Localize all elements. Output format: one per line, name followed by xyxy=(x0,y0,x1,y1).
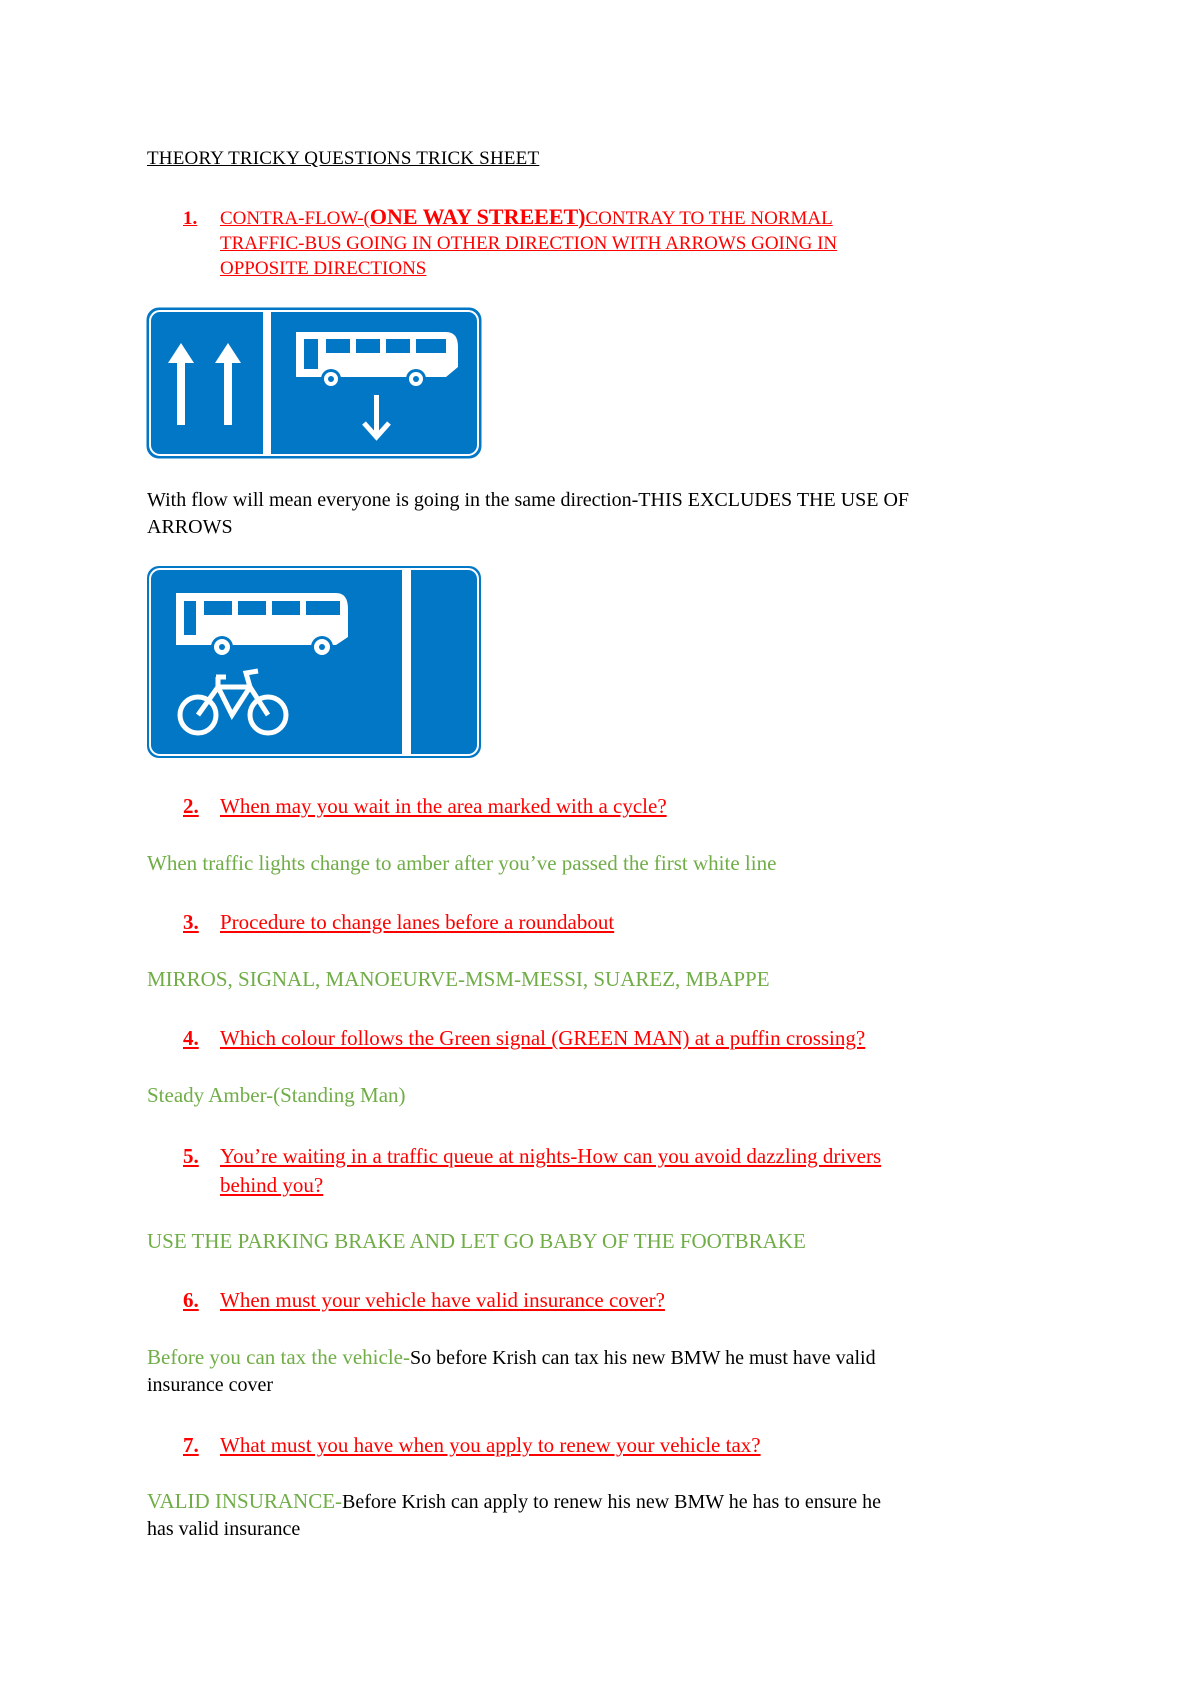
question-4-text: Which colour follows the Green signal (GREEN MAN) at a puffin crossing? xyxy=(220,1026,866,1050)
question-1-line-2: TRAFFIC-BUS GOING IN OTHER DIRECTION WITH ARROWS GOING IN xyxy=(220,233,838,254)
answer-7 xyxy=(147,1488,1067,1543)
answer-3: MIRROS, SIGNAL, MANOEURVE-MSM-MESSI, SUAREZ, MBAPPE xyxy=(147,967,770,991)
with-flow-bus-cycle-lane-sign xyxy=(146,565,482,759)
question-1-number: 1. xyxy=(183,208,198,229)
question-6-text: When must your vehicle have valid insurance cover? xyxy=(220,1288,665,1312)
answer-6-line-2: insurance cover xyxy=(147,1374,274,1396)
answer-7-line-2: has valid insurance xyxy=(147,1518,301,1540)
contraflow-bus-lane-sign xyxy=(146,307,482,459)
question-3-number: 3. xyxy=(183,910,199,934)
question-1-part-b: ONE WAY STREEET) xyxy=(369,204,586,229)
answer-6 xyxy=(147,1344,1067,1399)
answer-2: When traffic lights change to amber after you’ve passed the first white line xyxy=(147,851,777,875)
question-1-part-a: CONTRA-FLOW-( xyxy=(220,208,370,229)
answer-4: Steady Amber-(Standing Man) xyxy=(147,1083,406,1107)
question-7-number: 7. xyxy=(183,1433,199,1457)
question-3 xyxy=(183,910,614,935)
question-5 xyxy=(183,1142,881,1200)
with-flow-note xyxy=(147,487,1047,541)
question-5-text-line-2: behind you? xyxy=(220,1173,324,1197)
question-2-text: When may you wait in the area marked with a cycle? xyxy=(220,794,667,818)
question-4-number: 4. xyxy=(183,1026,199,1050)
question-7-text: What must you have when you apply to renew your vehicle tax? xyxy=(220,1433,761,1457)
question-5-text-line-1: You’re waiting in a traffic queue at nights-How can you avoid dazzling drivers xyxy=(220,1144,882,1168)
question-1-part-c: CONTRAY TO THE NORMAL xyxy=(585,208,833,229)
question-7 xyxy=(183,1433,761,1458)
question-1-line-3: OPPOSITE DIRECTIONS xyxy=(220,258,427,279)
question-4 xyxy=(183,1026,865,1051)
question-5-number: 5. xyxy=(183,1144,199,1168)
answer-6-line-1: So before Krish can tax his new BMW he must have valid xyxy=(409,1347,876,1369)
question-6-number: 6. xyxy=(183,1288,199,1312)
question-6 xyxy=(183,1288,665,1313)
question-2-number: 2. xyxy=(183,794,199,818)
answer-7-green: VALID INSURANCE- xyxy=(147,1489,343,1513)
question-1 xyxy=(183,204,1023,281)
with-flow-note-line-1: With flow will mean everyone is going in the same direction-THIS EXCLUDES THE USE OF xyxy=(147,489,910,511)
page-title: THEORY TRICKY QUESTIONS TRICK SHEET xyxy=(147,148,540,169)
question-2 xyxy=(183,794,667,819)
answer-7-line-1: Before Krish can apply to renew his new BMW he has to ensure he xyxy=(342,1491,881,1513)
answer-6-green: Before you can tax the vehicle- xyxy=(147,1345,410,1369)
answer-5: USE THE PARKING BRAKE AND LET GO BABY OF THE FOOTBRAKE xyxy=(147,1229,806,1253)
question-3-text: Procedure to change lanes before a roundabout xyxy=(220,910,615,934)
with-flow-note-line-2: ARROWS xyxy=(147,516,233,538)
